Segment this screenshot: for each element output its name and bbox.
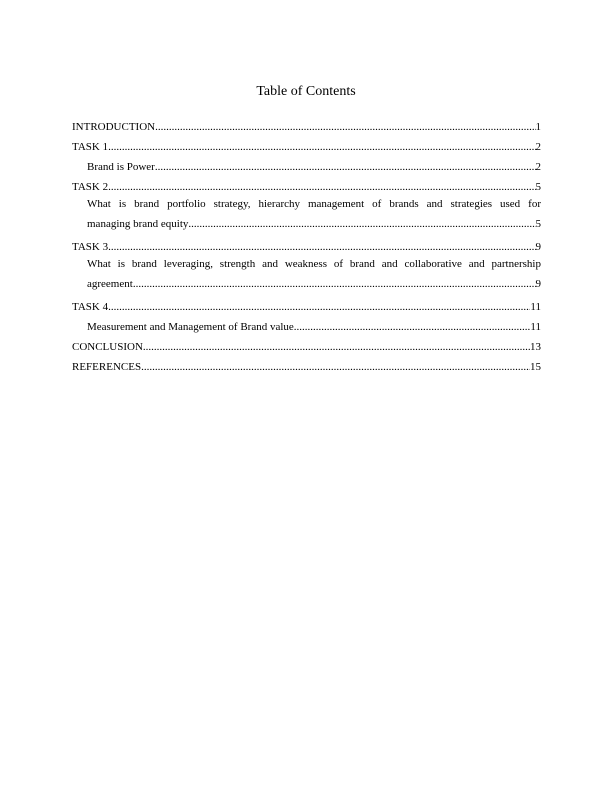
toc-entry-label-line1: What is brand leveraging, strength and weakness of brand and collaborative and partnership xyxy=(87,258,541,270)
toc-entry-task-2[interactable] xyxy=(72,174,541,194)
toc-entry-introduction[interactable] xyxy=(72,114,541,134)
toc-page-number: 13 xyxy=(530,341,541,353)
dot-leader xyxy=(188,214,535,234)
toc-page-number: 9 xyxy=(535,278,541,290)
page-title: Table of Contents xyxy=(256,84,356,99)
toc-entry-label: Measurement and Management of Brand value xyxy=(87,321,294,333)
dot-leader xyxy=(155,161,536,174)
toc-entry-brand-value[interactable] xyxy=(72,314,541,334)
dot-leader xyxy=(141,361,530,374)
toc-page-number: 5 xyxy=(535,218,541,230)
toc-entry-task-4[interactable] xyxy=(72,294,541,314)
toc-page-number: 9 xyxy=(535,241,541,253)
dot-leader xyxy=(108,241,535,254)
toc-entry-brand-leveraging[interactable] xyxy=(72,254,541,294)
toc-entry-label: TASK 3 xyxy=(72,241,109,253)
toc-entry-brand-portfolio-strategy[interactable] xyxy=(72,194,541,234)
toc-entry-brand-is-power[interactable] xyxy=(72,154,541,174)
toc-entry-label: TASK 4 xyxy=(72,301,109,313)
toc-entry-task-3[interactable] xyxy=(72,234,541,254)
toc-page-number: 11 xyxy=(530,301,541,313)
dot-leader xyxy=(108,141,535,154)
toc-entry-label-line2: managing brand equity xyxy=(87,218,189,230)
toc-entry-label: TASK 1 xyxy=(72,141,109,153)
toc-entry-label-line1: What is brand portfolio strategy, hierarchy management of brands and strategies used for xyxy=(87,198,541,210)
dot-leader xyxy=(155,121,535,134)
toc-entry-label: INTRODUCTION xyxy=(72,121,156,133)
dot-leader xyxy=(108,301,530,314)
toc-entry-references[interactable] xyxy=(72,354,541,374)
toc-entry-label: Brand is Power xyxy=(87,161,155,173)
toc-page-number: 2 xyxy=(535,141,541,153)
dot-leader xyxy=(294,321,531,334)
toc-entry-label: REFERENCES xyxy=(72,361,142,373)
dot-leader xyxy=(133,274,536,294)
toc-page-number: 15 xyxy=(530,361,541,373)
toc-entry-conclusion[interactable] xyxy=(72,334,541,354)
toc-entry-label: TASK 2 xyxy=(72,181,109,193)
toc-entry-label-line2: agreement xyxy=(87,278,133,290)
toc-page-number: 5 xyxy=(535,181,541,193)
toc-page-number: 1 xyxy=(535,121,541,133)
table-of-contents xyxy=(72,114,541,374)
toc-page-number: 11 xyxy=(530,321,541,333)
dot-leader xyxy=(143,341,530,354)
toc-entry-label: CONCLUSION xyxy=(72,341,143,353)
dot-leader xyxy=(108,181,535,194)
toc-entry-task-1[interactable] xyxy=(72,134,541,154)
toc-page-number: 2 xyxy=(535,161,541,173)
